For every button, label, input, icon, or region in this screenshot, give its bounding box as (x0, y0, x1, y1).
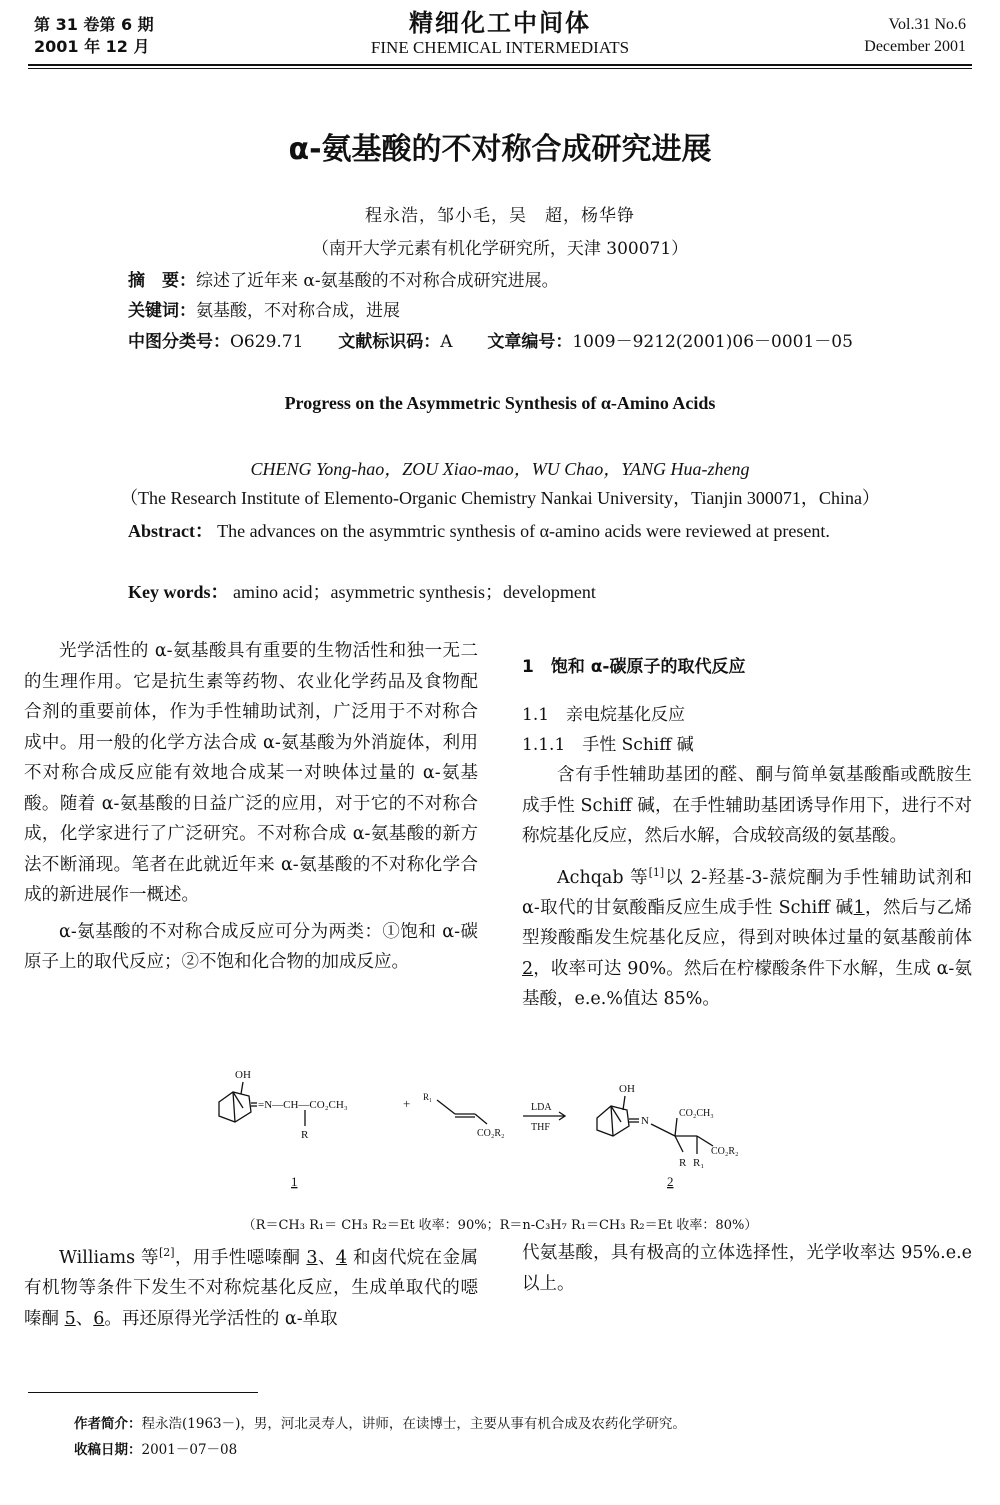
schiff-paragraph-1: 含有手性辅助基团的醛、酮与简单氨基酸酯或酰胺生成手性 Schiff 碱，在手性辅助基团诱导作用下，进行不对称烷基化反应，然后水解，合成较高级的氨基酸。 (522, 765, 972, 846)
header-rule-thin (28, 68, 972, 69)
volume-issue: 第 31 卷第 6 期 (34, 15, 154, 34)
schiff-text-b: ，然后与乙烯型羧酸酯发生烷基化反应，得到对映体过量的氨基酸前体 (522, 897, 972, 949)
doc-code-label: 文献标识码： (338, 332, 441, 352)
abstract-cn (128, 266, 559, 291)
scheme-caption: （R＝CH₃ R₁＝ CH₃ R₂＝Et 收率：90%；R＝n-C₃H₇ R₁＝CH₃ R₂＝Et 收率：80%） (242, 1218, 758, 1233)
williams-text-e: 。再还原得光学活性的 α-单取 (104, 1308, 338, 1329)
abstract-label: 摘 要： (128, 271, 196, 291)
abstract-text: 综述了近年来 α-氨基酸的不对称合成研究进展。 (196, 271, 559, 291)
keywords-cn (128, 296, 400, 321)
schiff-paragraph-2 (522, 858, 972, 1015)
journal-name (0, 8, 1000, 58)
williams-text: Williams 等 (59, 1247, 159, 1268)
english-abstract-text: The advances on the asymmtric synthesis of α-amino acids were reviewed at present. (217, 521, 830, 541)
compound-label-2: 2 (667, 1174, 674, 1189)
schiff-text-c: ，收率可达 90%。然后在柠檬酸条件下水解，生成 α-氨基酸，e.e.%值达 85%。 (522, 958, 972, 1010)
section-1-title: 1 饱和 α-碳原子的取代反应 (522, 657, 746, 677)
english-keywords (128, 578, 596, 604)
received-date (74, 1438, 237, 1462)
right-column-body (522, 760, 972, 1015)
article-no-label: 文章编号： (487, 332, 573, 352)
left-column (24, 636, 478, 978)
keywords-label: 关键词： (128, 301, 196, 321)
section-heading-1-1-1: 1.1.1 手性 Schiff 碱 (522, 735, 694, 755)
plus-sign: + (403, 1096, 411, 1111)
article-no-value: 1009－9212(2001)06－0001－05 (572, 332, 853, 352)
doc-code-value: A (440, 332, 453, 352)
oh-label-1: OH (235, 1069, 251, 1081)
reagent-lda: LDA (531, 1102, 552, 1113)
english-abstract-label: Abstract： (128, 521, 213, 541)
header-rule (28, 64, 972, 66)
english-affiliation: （The Research Institute of Elemento-Organic Chemistry Nankai University，Tianjin 300071，China） (120, 488, 880, 508)
journal-name-en: FINE CHEMICAL INTERMEDIATS (370, 38, 630, 57)
english-keywords-text: amino acid；asymmetric synthesis；development (233, 582, 596, 602)
williams-text-d: 和卤代烷在金属有机物等条件下发生不对称烷基化反应，生成单取代的噁嗪酮 (24, 1247, 479, 1329)
english-keywords-label: Key words： (128, 582, 229, 602)
journal-name-cn: 精细化工中间体 (409, 9, 591, 37)
compound-label-1: 1 (291, 1174, 298, 1189)
author-bio-text: 程永浩(1963－)，男，河北灵寿人，讲师，在读博士，主要从事有机合成及农药化学研究。 (141, 1416, 686, 1432)
compound-1-ref: 1 (853, 897, 865, 918)
williams-paragraph (24, 1238, 478, 1334)
product-2 (597, 1096, 713, 1154)
product-methyl-ester: CO₂CH₃ (679, 1108, 714, 1119)
product-n: N (641, 1115, 649, 1127)
english-abstract (86, 516, 926, 546)
reactant-1-r: R (301, 1129, 309, 1141)
solvent-thf: THF (531, 1122, 550, 1133)
volume-info-en (864, 14, 966, 58)
date-en: December 2001 (864, 38, 966, 55)
authors: 程永浩，邹小毛，吴 超，杨华铮 (365, 206, 635, 226)
schiff-text-a: 以 2-羟基-3-蒎烷酮为手性辅助试剂和 α-取代的甘氨酸酯反应生成手性 Schiff 碱 (522, 867, 972, 918)
clc-label: 中图分类号： (128, 332, 230, 352)
product-r: R (679, 1157, 687, 1169)
keywords-text: 氨基酸，不对称合成，进展 (196, 301, 400, 321)
compound-5-ref: 5 (64, 1308, 76, 1329)
english-authors: CHENG Yong-hao，ZOU Xiao-mao，WU Chao，YANG Hua-zheng (250, 459, 750, 479)
paper-title: α-氨基酸的不对称合成研究进展 (288, 132, 712, 167)
oh-label-2: OH (619, 1083, 635, 1095)
issue-date: 2001 年 12 月 (34, 37, 150, 56)
author-bio (74, 1412, 686, 1436)
intro-paragraph-1: 光学活性的 α-氨基酸具有重要的生物活性和独一无二的生理作用。它是抗生素等药物、农业化学药品及食物配合剂的重要前体，作为手性辅助试剂，广泛用于不对称合成中。用一般的化学方法合成 α-氨基酸为外消旋体，利用不对称合成反应能有效地合成某一对映体过量的 α-氨基酸。随着 α-氨基酸的日益广泛的应用，对于它的不对称合成，化学家进行了广泛研究。不对称合成 α-氨基酸的新方法不断涌现。笔者在此就近年来 α-氨基酸的不对称化学合成的新进展作一概述。 (24, 641, 478, 905)
acrylate-r1: R₁ (423, 1092, 433, 1102)
williams-text-b: ，用手性噁嗪酮 (174, 1247, 307, 1268)
compound-3-ref: 3 (306, 1247, 318, 1268)
sep-2: 、 (75, 1308, 94, 1329)
section-heading-1 (522, 652, 972, 683)
ref-2: [2] (158, 1246, 175, 1259)
received-date-text: 2001－07－08 (141, 1442, 238, 1458)
author-bio-label: 作者简介： (74, 1416, 142, 1432)
product-ester: CO₂R₂ (711, 1146, 739, 1157)
section-heading-1-1: 1.1 亲电烷基化反应 (522, 705, 686, 725)
english-title: Progress on the Asymmetric Synthesis of α-Amino Acids (284, 393, 716, 413)
reactant-1-chain: =N—CH—CO₂CH₃ (258, 1099, 348, 1111)
acrylate-ester: CO₂R₂ (477, 1128, 505, 1139)
ref-1: [1] (648, 865, 665, 879)
achqab-text: Achqab 等 (557, 867, 649, 888)
clc-value: O629.71 (230, 332, 304, 352)
intro-paragraph-2: α-氨基酸的不对称合成反应可分为两类：①饱和 α-碳原子上的取代反应；②不饱和化合物的加成反应。 (24, 921, 478, 972)
product-r1: R₁ (693, 1157, 705, 1169)
sep-1: 、 (317, 1247, 336, 1268)
acrylate (437, 1100, 487, 1124)
affiliation: （南开大学元素有机化学研究所，天津 300071） (311, 239, 689, 259)
footnote-rule (28, 1392, 258, 1393)
reaction-arrow (523, 1112, 565, 1120)
reaction-scheme (205, 1062, 785, 1202)
received-date-label: 收稿日期： (74, 1442, 142, 1458)
compound-6-ref: 6 (93, 1308, 105, 1329)
volume-en: Vol.31 No.6 (888, 16, 966, 33)
classification-line (128, 327, 853, 352)
compound-2-ref: 2 (522, 958, 534, 979)
williams-continuation: 代氨基酸，具有极高的立体选择性，光学收率达 95%.e.e 以上。 (522, 1243, 972, 1294)
compound-4-ref: 4 (335, 1247, 348, 1268)
